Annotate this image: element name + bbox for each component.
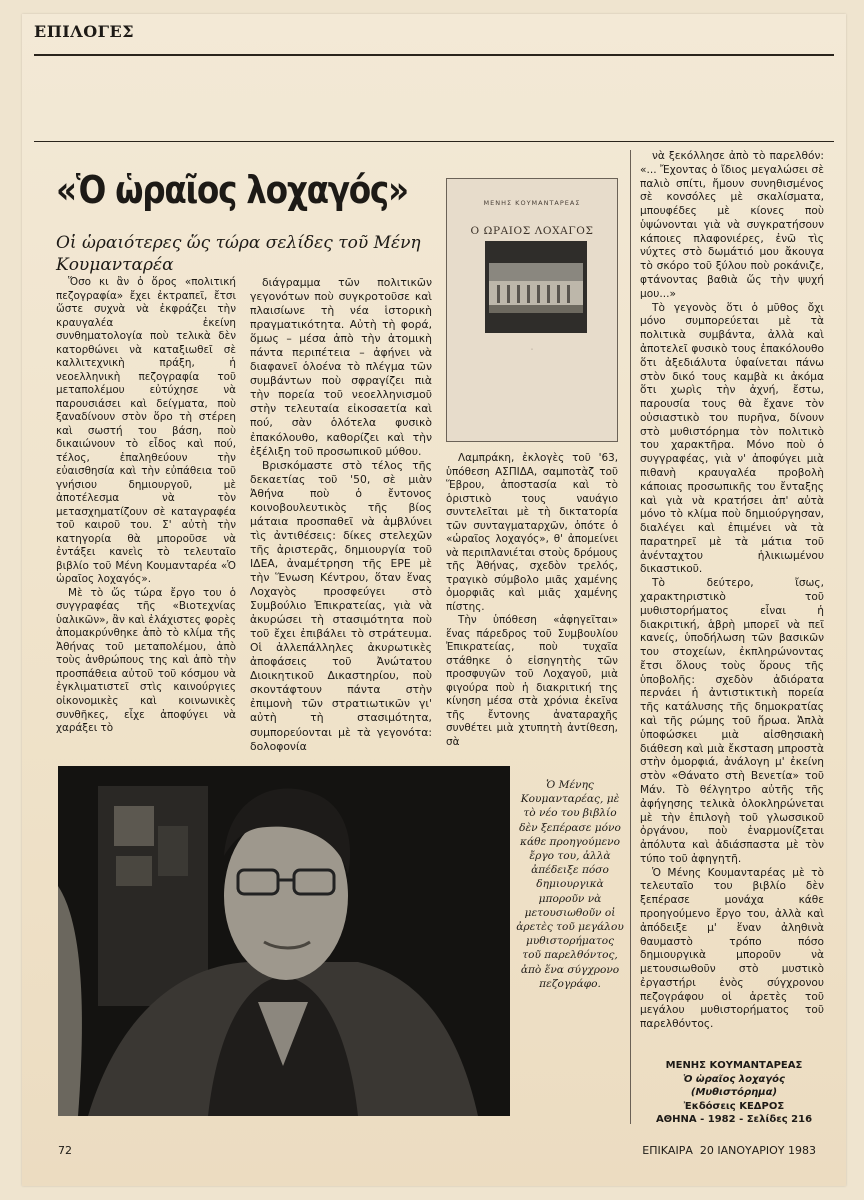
book-cover-artwork bbox=[485, 241, 587, 333]
article-column-3 bbox=[446, 452, 618, 749]
article-paragraph: Ὅσο κι ἂν ὁ ὅρος «πολιτική πεζογραφία» ἔχει ἐκτραπεῖ, ἔτσι ὥστε συχνὰ νὰ ἐκφράζει τὴν κραυγαλέα ἐκείνη συνθηματολογία ποὺ τελικὰ δὲν κατορθώνει νὰ καταξιωθεῖ σὲ καλλιτεχνικὴ πράξη, ἡ νεοελληνικὴ πεζογραφία τοῦ μεταπολέμου εὐτύχησε νὰ παρουσιάσει καὶ δείγματα, ποὺ ξαναδίνουν στὸν ὅρο τὴ στέρεη καὶ σωστή του βάση, ποὺ δικαιώνουν τὸ εἶδος καὶ πού, τέλος, ἐπαληθεύουν τὴν εὐαισθησία καὶ τὴν εὐπάθεια τοῦ γνήσιου δημιουργοῦ, μὲ ἀποτέλεσμα νὰ τὸν μετασχηματίζουν σὲ καταγραφέα τοῦ καιροῦ του. Σ' αὐτὴ τὴν κατηγορία θὰ μποροῦσε νὰ ἐντάξει κανεὶς τὸ τελευταῖο βιβλίο τοῦ Μένη Κουμανταρέα «Ὁ ὡραῖος λοχαγός». bbox=[56, 276, 236, 586]
article-paragraph: Τὸ δεύτερο, ἴσως, χαρακτηριστικὸ τοῦ μυθιστορήματος εἶναι ἡ διακριτική, ἁβρὴ μπορεῖ νὰ πεῖ κανείς, ὑποδήλωση τῶν βασικῶν του στοχείων, ἐκπληρώνοντας ἔτσι ὅλους τοὺς ὅρους τῆς ὑποβολῆς: σχεδὸν ἀδιόρατα περνάει ἡ ἀντιστικτικὴ πορεία τῆς κατάλυσης τῆς δημοκρατίας καὶ τῆς ρώμης τοῦ ἥρωα. Ἁπλὰ ὑποφώσκει μιὰ αἰσθησιακὴ διάθεση καὶ μιὰ ἔκσταση μπροστὰ στὴν ὀμορφιά, ἀνάλογη μ' ἐκείνη στὸν «Θάνατο στὴ Βενετία» τοῦ Μάν. Τὸ θέλγητρο αὐτῆς τῆς ἀφήγησης τελικὰ ὁλοκληρώνεται μὲ τὴν ἐπιλογὴ τοῦ γλωσσικοῦ ὀργάνου, ποὺ ἐναρμονίζεται ἀπόλυτα καὶ ἀδιάσπαστα μὲ τὸν τύπο τοῦ ἀφηγητῆ. bbox=[640, 577, 824, 865]
credits-author: ΜΕΝΗΣ ΚΟΥΜΑΝΤΑΡΕΑΣ bbox=[665, 1060, 803, 1071]
book-cover-title: Ο ΩΡΑΙΟΣ ΛΟΧΑΓΟΣ bbox=[470, 225, 594, 237]
article-paragraph: νὰ ξεκόλλησε ἀπὸ τὸ παρελθόν: «... Ἔχοντας ὁ ἴδιος μεγαλώσει σὲ παλιὸ σπίτι, ἤμουν συνηθισμένος σὲ κονσόλες μὲ σκαλίσματα, μπουφέδες μὲ κίονες ποὺ ὑψώνονται γιὰ νὰ συγκρατήσουν κάποιες πλαφονιέρες, ἐνῶ τὶς νύχτες στὸ δωμάτιό μου ἄκουγα τὸ σκόρο τοῦ ξύλου ποὺ ροκάνιζε, φτάνοντας βαθιὰ ὥς τὴν ψυχή μου...» bbox=[640, 150, 824, 300]
book-cover-author: ΜΕΝΗΣ ΚΟΥΜΑΝΤΑΡΕΑΣ bbox=[483, 199, 581, 207]
article-paragraph: Βρισκόμαστε στὸ τέλος τῆς δεκαετίας τοῦ '50, σὲ μιὰν Ἀθήνα ποὺ ὁ ἔντονος κοινοβουλευτικὸς τῆς βίος μάταια προσπαθεῖ νὰ ἀμβλύνει τὶς ἀντιθέσεις: δίκες στελεχῶν τῆς ἀριστερᾶς, δημιουργία τοῦ ΙΔΕΑ, ἀναμέτρηση τῆς ΕΡΕ μὲ τὴν Ἕνωση Κέντρου, ὅταν ἕνας Λοχαγὸς προσφεύγει στὸ Συμβούλιο Ἐπικρατείας, γιὰ νὰ ἀκυρώσει τὴ στασιμότητα ποὺ τοῦ ἔχει ἐπιβάλει τὸ στράτευμα. Οἱ ἀλλεπάλληλες ἀκυρωτικὲς ἀποφάσεις τοῦ Ἀνώτατου Διοικητικοῦ Δικαστηρίου, ποὺ σκοντάφτουν πάντα στὴν ἐπιμονὴ τῶν στρατιωτικῶν γι' αὐτὴ τὴ στασιμότητα, συμπορεύονται μὲ τὰ γεγονότα: δολοφονία bbox=[250, 458, 432, 753]
book-cover-publisher-mark: ◦ bbox=[530, 347, 534, 353]
magazine-date: ΕΠΙΚΑΙΡΑ 20 ΙΑΝΟΥΑΡΙΟΥ 1983 bbox=[642, 1144, 816, 1157]
page-number: 72 bbox=[58, 1144, 72, 1157]
credits-publisher: Ἐκδόσεις ΚΕΔΡΟΣ bbox=[683, 1100, 785, 1112]
photo-caption: Ὁ Μένης Κουμανταρέας, μὲ τὸ νέο του βιβλίο δὲν ξεπέρασε μόνο κάθε προηγούμενο ἔργο του, ἀλλὰ ἀπέδειξε πόσο δημιουργικὰ μποροῦν νὰ μετουσιωθοῦν οἱ ἀρετὲς τοῦ μεγάλου μυθιστορήματος τοῦ παρελθόντος, ἀπὸ ἕνα σύγχρονο πεζογράφο. bbox=[516, 779, 624, 990]
book-credits bbox=[636, 1059, 832, 1127]
header-divider bbox=[34, 141, 834, 142]
column-divider bbox=[630, 150, 631, 1124]
article-paragraph: Μὲ τὸ ὥς τώρα ἔργο του ὁ συγγραφέας τῆς «Βιοτεχνίας ὑαλικῶν», ἂν καὶ ἐλάχιστες φορὲς ἀπομακρύνθηκε ἀπὸ τὸ κλίμα τῆς Ἀθήνας τοῦ μεταπολέμου, ἀπὸ τοὺς ἀνθρώπους της καὶ ἀπὸ τὴν προσπάθεια αὐτοῦ τοῦ κόσμου νὰ ἐγκλιματιστεῖ στὶς καινούργιες οἰκονομικὲς καὶ κοινωνικὲς συνθῆκες, εἶχε ἀποφύγει νὰ χαράξει τὸ bbox=[56, 586, 236, 735]
credits-genre: (Μυθιστόρημα) bbox=[690, 1087, 778, 1098]
top-rule bbox=[34, 54, 834, 56]
article-paragraph: Τὸ γεγονὸς ὅτι ὁ μῦθος ὄχι μόνο συμπορεύεται μὲ τὰ πολιτικὰ συμβάντα, ἀλλὰ καὶ ἀποτελεῖ φυσικὸ τους ἐπακόλουθο ὅτι ἀξεδιάλυτα ὑφαίνεται πάνω στὸν δικό τους καμβὰ κι ἀκόμα ὅτι χωρὶς τὴν ἀχνή, ἔστω, παρουσία τους θὰ ἔχανε τὸν οὐσιαστικὸ του πυρῆνα, δίνουν στὸ μυθιστόρημα τὸν πολιτικὸ του χαρακτῆρα. Μόνο ποὺ ὁ συγγραφέας, γιὰ ν' ἀποφύγει μιὰ πιθανὴ κραυγαλέα προβολὴ κάποιας προσωπικῆς του ἔνταξης καὶ γιὰ νὰ κρατήσει ἀπ' αὐτὰ μόνο τὸ κλίμα ποὺ δημιούργησαν, διαλέγει καὶ ἐπιμένει νὰ τὰ παρατηρεῖ μὲ τὰ μάτια τοῦ ἀνένταχτου ἡλικιωμένου δικαστικοῦ. bbox=[640, 301, 824, 576]
subtitle: Οἱ ὡραιότερες ὥς τώρα σελίδες τοῦ Μένη Κουμανταρέα bbox=[56, 233, 421, 275]
article-paragraph: Λαμπράκη, ἐκλογὲς τοῦ '63, ὑπόθεση ΑΣΠΙΔΑ, σαμποτὰζ τοῦ Ἕβρου, ἀποστασία καὶ τὸ ὁριστικὸ τους ναυάγιο συντελεῖται μὲ τὴ δικτατορία τῶν συνταγματαρχῶν, ὁπότε ὁ «ὡραῖος λοχαγός», θ' ἀπομείνει νὰ περιπλανιέται στοὺς δρόμους τῆς Ἀθήνας, σχεδὸν τρελός, τραγικὸ σύμβολο μιᾶς χαμένης ὀμορφιᾶς καὶ μιᾶς χαμένης πίστης. bbox=[446, 452, 618, 613]
credits-title: Ὁ ὡραῖος λοχαγός bbox=[683, 1073, 785, 1085]
article-column-2 bbox=[250, 276, 432, 754]
credits-place-year-pages: ΑΘΗΝΑ - 1982 - Σελίδες 216 bbox=[655, 1114, 813, 1125]
section-label: ΕΠΙΛΟΓΕΣ bbox=[34, 22, 135, 41]
article-paragraph: Τὴν ὑπόθεση «ἀφηγεῖται» ἕνας πάρεδρος τοῦ Συμβουλίου Ἐπικρατείας, ποὺ τυχαῖα στάθηκε ὁ εἰσηγητὴς τῶν προσφυγῶν τοῦ Λοχαγοῦ, μιὰ φιγούρα ποὺ ἡ διακριτική της κίνηση μέσα στὰ χρόνια ἐκεῖνα τῆς ἔντονης ἀναταραχῆς συνθέτει μιὰ χτυπητὴ ἀντίθεση, σὰ bbox=[446, 614, 618, 748]
headline: «Ὁ ὡραῖος λοχαγός» bbox=[56, 168, 408, 212]
article-column-1 bbox=[56, 276, 236, 736]
author-portrait-photo bbox=[58, 766, 510, 1116]
article-paragraph: Ὁ Μένης Κουμανταρέας μὲ τὸ τελευταῖο του βιβλίο δὲν ξεπέρασε μονάχα κάθε προηγούμενο ἔργο του, ἀλλὰ καὶ ἀπόδειξε μ' ἕναν ἀληθινὰ θαυμαστὸ τρόπο πόσο δημιουργικὰ μποροῦν νὰ μετουσιωθοῦν στὸ μυστικὸ ἐργαστήρι ἑνὸς σύγχρονου πεζογράφου οἱ ἀρετὲς τοῦ μεγάλου μυθιστορήματος τοῦ παρελθόντος. bbox=[640, 866, 824, 1031]
book-cover-image bbox=[446, 178, 618, 442]
article-paragraph: διάγραμμα τῶν πολιτικῶν γεγονότων ποὺ συγκροτοῦσε καὶ πλαισίωνε τὴ νέα ἱστορικὴ πραγματικότητα. Αὐτὴ τὴ φορά, ὅμως – μέσα ἀπὸ τὴν ἀτομικὴ πάντα περιπέτεια – ἀφήνει νὰ διαφανεῖ ὁλοένα τὸ πλέγμα τῶν συμβάντων ποὺ σφραγίζει πιὰ τὴν πορεία τοῦ νεοελληνισμοῦ στὴν τελευταία εἰκοσαετία καὶ πού, σὰν ὁλότελα φυσικὸ ἐπακόλουθο, καθορίζει καὶ τὴν ἐξέλιξη τοῦ προσωπικοῦ μύθου. bbox=[250, 276, 432, 458]
article-column-4 bbox=[640, 150, 824, 1032]
